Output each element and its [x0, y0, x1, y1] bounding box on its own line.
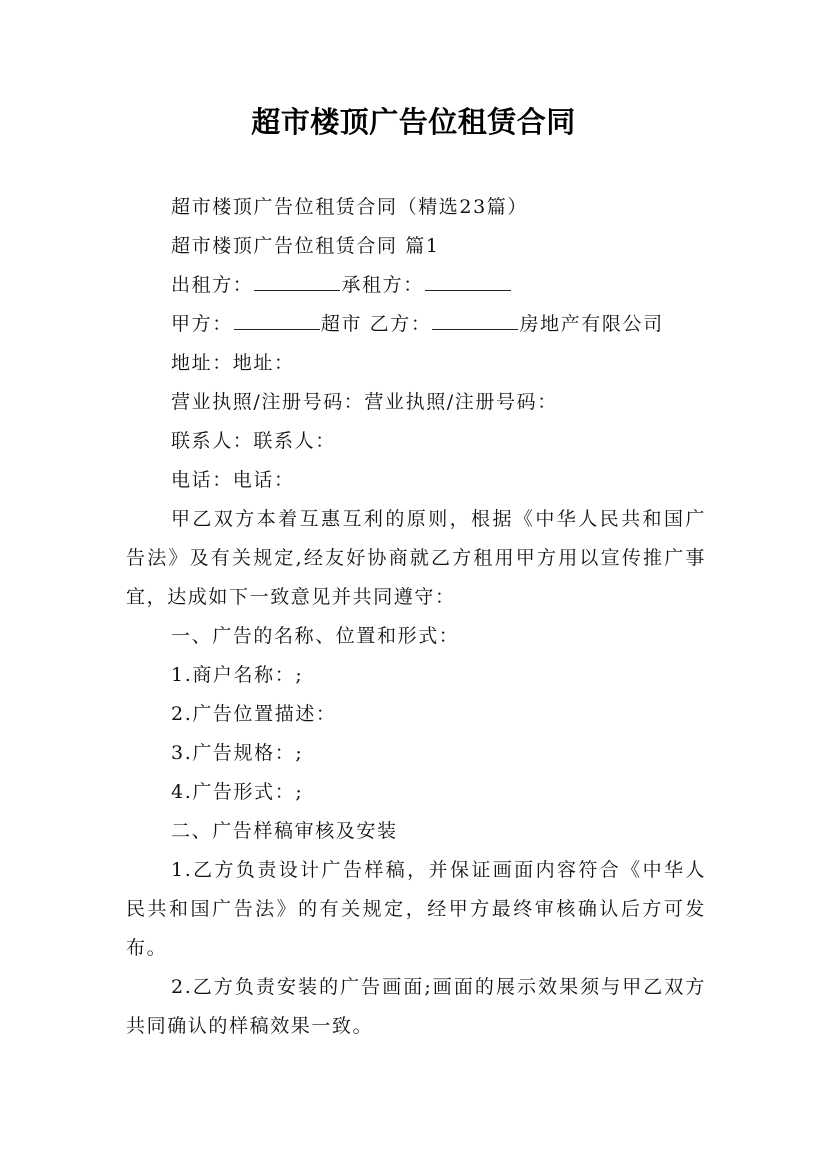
lessee-blank: [425, 272, 511, 291]
contact-line: 联系人：联系人：: [171, 430, 336, 452]
clause-2-heading: 二、广告样稿审核及安装: [171, 820, 398, 842]
clause-1-item-3: 3.广告规格：;: [171, 742, 304, 764]
section-heading: 超市楼顶广告位租赁合同 篇1: [171, 235, 440, 257]
document-body: [126, 188, 706, 1046]
document-title: 超市楼顶广告位租赁合同: [251, 105, 576, 139]
lessor-lessee-line: [126, 266, 706, 305]
clause-1-heading: 一、广告的名称、位置和形式：: [171, 625, 460, 647]
clause-2-item-1: 1.乙方负责设计广告样稿，并保证画面内容符合《中华人民共和国广告法》的有关规定，经甲方最终审核确认后方可发布。: [126, 859, 706, 959]
lessor-label: 出租方：: [171, 274, 254, 296]
address-line: 地址：地址：: [171, 352, 295, 374]
clause-1-item-2: 2.广告位置描述：: [171, 703, 337, 725]
clause-1-item-4: 4.广告形式：;: [171, 781, 304, 803]
phone-line: 电话：电话：: [171, 469, 295, 491]
intro-paragraph: 甲乙双方本着互惠互利的原则，根据《中华人民共和国广告法》及有关规定,经友好协商就乙方租用甲方用以宣传推广事宜，达成如下一致意见并共同遵守：: [126, 508, 706, 608]
party-a-label: 甲方：: [171, 313, 233, 335]
party-a-suffix: 超市: [320, 313, 363, 335]
party-a-blank: [234, 311, 320, 330]
lessor-blank: [254, 272, 340, 291]
clause-2-item-2: 2.乙方负责安装的广告画面;画面的展示效果须与甲乙双方共同确认的样稿效果一致。: [126, 976, 706, 1037]
parties-line: [126, 305, 706, 344]
party-b-label: 乙方：: [362, 313, 432, 335]
clause-1-item-1: 1.商户名称：;: [171, 664, 304, 686]
party-b-blank: [432, 311, 518, 330]
license-line: 营业执照/注册号码：营业执照/注册号码：: [171, 391, 558, 413]
party-b-suffix: 房地产有限公司: [519, 313, 664, 335]
document-subtitle: 超市楼顶广告位租赁合同（精选23篇）: [171, 196, 528, 218]
lessee-label: 承租方：: [341, 274, 424, 296]
